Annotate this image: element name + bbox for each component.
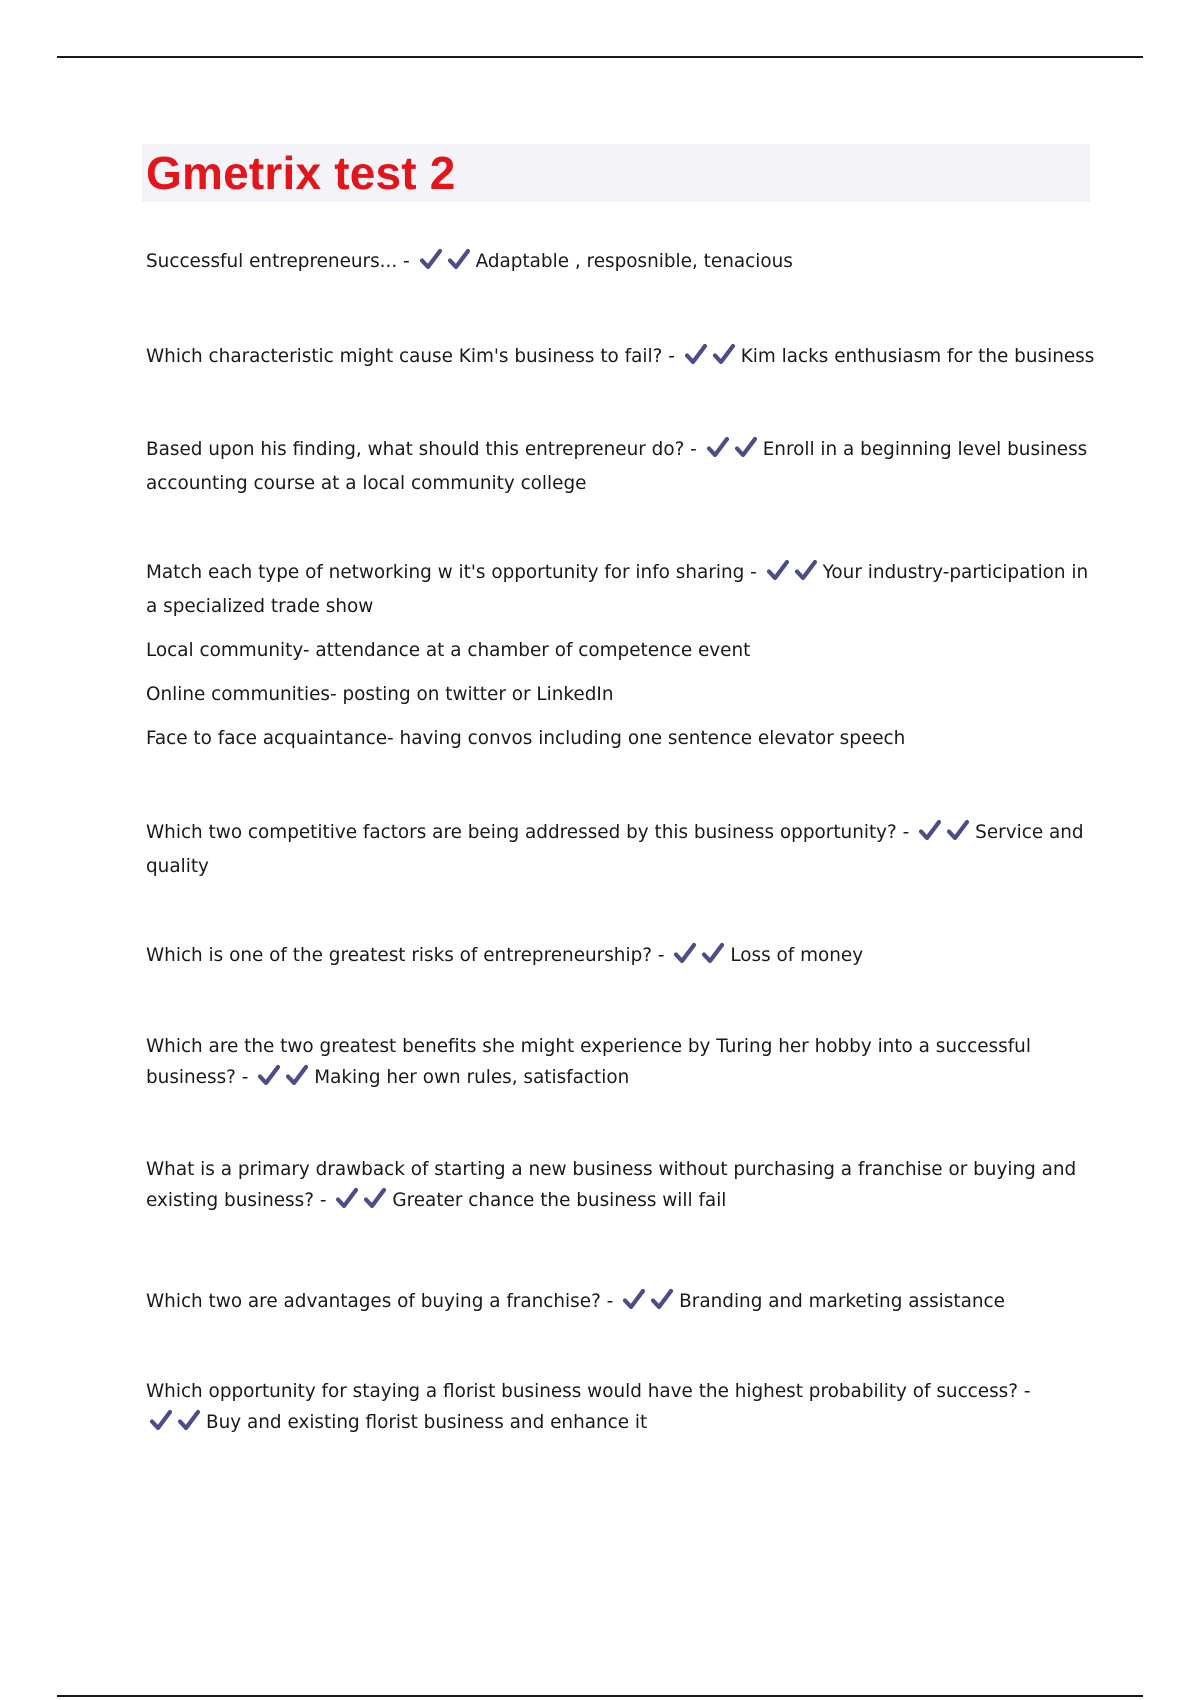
qa-item [146,557,1096,754]
checkmark-icon [335,1187,359,1209]
answer-detail-line: Local community- attendance at a chamber of competence event [146,640,751,661]
checkmark-icon [734,436,758,458]
qa-line [146,1286,1096,1320]
answer-text: Your industry-participation in a specialized trade show [146,562,1089,617]
qa-line [146,940,1096,974]
qa-line [146,1376,1096,1441]
answer-detail-line: Online communities- posting on twitter or LinkedIn [146,684,614,705]
checkmark-icon [946,819,970,841]
question-text: Match each type of networking w it's opportunity for info sharing - [146,562,757,583]
qa-line [146,246,1096,280]
question-text: What is a primary drawback of starting a new business without purchasing a franchise or buying and existing business? - [146,1159,1077,1211]
checkmark-icon [918,819,942,841]
question-text: Which characteristic might cause Kim's business to fail? - [146,346,675,367]
question-text: Which opportunity for staying a florist business would have the highest probability of success? - [146,1381,1031,1402]
answer-detail-line: Face to face acquaintance- having convos including one sentence elevator speech [146,728,906,749]
checkmark-icon [794,559,818,581]
checkmark-icon [673,942,697,964]
qa-line [146,817,1096,882]
answer-checkmarks [149,1409,203,1441]
checkmark-icon [149,1409,173,1431]
answer-text: Loss of money [730,945,864,966]
qa-item [146,341,1096,375]
qa-item [146,940,1096,974]
answer-checkmarks [257,1064,311,1096]
checkmark-icon [712,343,736,365]
question-text: Which two are advantages of buying a franchise? - [146,1291,614,1312]
checkmark-icon [285,1064,309,1086]
answer-text: Greater chance the business will fail [392,1190,727,1211]
checkmark-icon [419,248,443,270]
question-text: Which is one of the greatest risks of entrepreneurship? - [146,945,665,966]
qa-item [146,434,1096,499]
qa-line [146,557,1096,622]
answer-checkmarks [335,1187,389,1219]
checkmark-icon [706,436,730,458]
answer-checkmarks [419,248,473,280]
checkmark-icon [622,1288,646,1310]
top-rule [57,56,1143,58]
answer-checkmarks [684,343,738,375]
answer-text: Service and quality [146,822,1084,877]
checkmark-icon [363,1187,387,1209]
checkmark-icon [701,942,725,964]
qa-item [146,1376,1096,1441]
answer-checkmarks [918,819,972,851]
answer-text: Branding and marketing assistance [679,1291,1005,1312]
answer-checkmarks [706,436,760,468]
bottom-rule [57,1695,1143,1697]
answer-text: Buy and existing florist business and enhance it [206,1412,648,1433]
qa-line [146,1154,1096,1219]
page-title: Gmetrix test 2 [146,147,456,199]
question-text: Successful entrepreneurs... - [146,251,410,272]
answer-text: Enroll in a beginning level business accounting course at a local community college [146,439,1088,494]
checkmark-icon [257,1064,281,1086]
qa-line [146,341,1096,375]
question-text: Which two competitive factors are being addressed by this business opportunity? - [146,822,910,843]
qa-item [146,246,1096,280]
qa-line [146,1031,1096,1096]
checkmark-icon [650,1288,674,1310]
qa-item [146,1154,1096,1219]
question-text: Based upon his finding, what should this entrepreneur do? - [146,439,697,460]
qa-item [146,817,1096,882]
checkmark-icon [684,343,708,365]
answer-text: Making her own rules, satisfaction [314,1067,630,1088]
answer-text: Kim lacks enthusiasm for the business [740,346,1095,367]
answer-checkmarks [622,1288,676,1320]
qa-line [146,434,1096,499]
answer-text: Adaptable , resposnible, tenacious [475,251,793,272]
checkmark-icon [447,248,471,270]
qa-item [146,1286,1096,1320]
checkmark-icon [177,1409,201,1431]
qa-item [146,1031,1096,1096]
checkmark-icon [766,559,790,581]
answer-checkmarks [766,559,820,591]
question-text: Which are the two greatest benefits she might experience by Turing her hobby into a successful business? - [146,1036,1031,1088]
answer-checkmarks [673,942,727,974]
